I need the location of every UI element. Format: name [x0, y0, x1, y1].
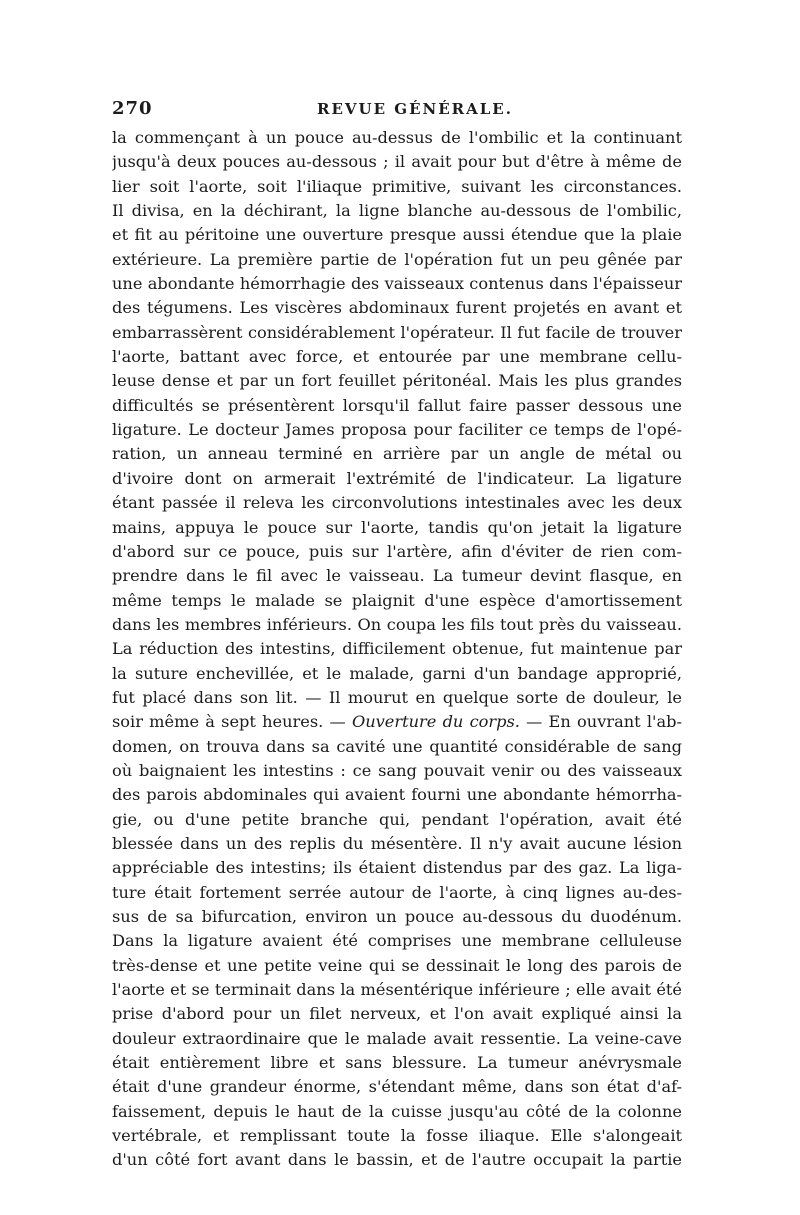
- text-line: étant passée il releva les circonvolutions intestinales avec les deux: [112, 493, 682, 513]
- text-line: prendre dans le fil avec le vaisseau. La tumeur devint flasque, en: [112, 566, 682, 586]
- text-line: douleur extraordinaire que le malade avait ressentie. La veine-cave: [112, 1028, 682, 1048]
- text-line: soir même à sept heures. — Ouverture du corps. — En ouvrant l'ab-: [112, 712, 682, 732]
- text-line: et fit au péritoine une ouverture presque aussi étendue que la plaie: [112, 225, 682, 245]
- text-line: ration, un anneau terminé en arrière par un angle de métal ou: [112, 444, 682, 464]
- text-line: Il divisa, en la déchirant, la ligne blanche au-dessous de l'ombilic,: [112, 201, 682, 221]
- text-line: lier soit l'aorte, soit l'iliaque primitive, suivant les circonstances.: [112, 176, 682, 196]
- text-line: La réduction des intestins, difficilement obtenue, fut maintenue par: [112, 639, 682, 659]
- text-line: domen, on trouva dans sa cavité une quantité considérable de sang: [112, 736, 682, 756]
- text-line: leuse dense et par un fort feuillet péritonéal. Mais les plus grandes: [112, 371, 682, 391]
- text-line: où baignaient les intestins : ce sang pouvait venir ou des vaisseaux: [112, 760, 682, 780]
- text-line: fut placé dans son lit. — Il mourut en quelque sorte de douleur, le: [112, 687, 682, 707]
- running-title: REVUE GÉNÉRALE.: [317, 100, 513, 118]
- page-number: 270: [112, 98, 153, 119]
- text-line: était d'une grandeur énorme, s'étendant même, dans son état d'af-: [112, 1077, 682, 1097]
- text-line: ture était fortement serrée autour de l'aorte, à cinq lignes au-des-: [112, 882, 682, 902]
- text-line: des tégumens. Les viscères abdominaux furent projetés en avant et: [112, 298, 682, 318]
- text-line: gie, ou d'une petite branche qui, pendant l'opération, avait été: [112, 809, 682, 829]
- text-line: d'ivoire dont on armerait l'extrémité de l'indicateur. La ligature: [112, 468, 682, 488]
- text-line: mains, appuya le pouce sur l'aorte, tandis qu'on jetait la ligature: [112, 517, 682, 537]
- text-line: vertébrale, et remplissant toute la fosse iliaque. Elle s'alongeait: [112, 1126, 682, 1146]
- text-line: jusqu'à deux pouces au-dessous ; il avait pour but d'être à même de: [112, 152, 682, 172]
- text-line: faissement, depuis le haut de la cuisse jusqu'au côté de la colonne: [112, 1101, 682, 1121]
- text-line: embarrassèrent considérablement l'opérateur. Il fut facile de trouver: [112, 322, 682, 342]
- text-line: des parois abdominales qui avaient fourni une abondante hémorrha-: [112, 785, 682, 805]
- text-line: même temps le malade se plaignit d'une espèce d'amortissement: [112, 590, 682, 610]
- text-line: la suture enchevillée, et le malade, garni d'un bandage approprié,: [112, 663, 682, 683]
- text-line: ligature. Le docteur James proposa pour faciliter ce temps de l'opé-: [112, 420, 682, 440]
- text-line: une abondante hémorrhagie des vaisseaux contenus dans l'épaisseur: [112, 274, 682, 294]
- text-line: d'abord sur ce pouce, puis sur l'artère, afin d'éviter de rien com-: [112, 541, 682, 561]
- text-line: dans les membres inférieurs. On coupa les fils tout près du vaisseau.: [112, 614, 682, 634]
- text-line: d'un côté fort avant dans le bassin, et de l'autre occupait la partie: [112, 1150, 682, 1170]
- text-line: blessée dans un des replis du mésentère. Il n'y avait aucune lésion: [112, 833, 682, 853]
- text-line: Dans la ligature avaient été comprises une membrane celluleuse: [112, 931, 682, 951]
- text-line: l'aorte et se terminait dans la mésentérique inférieure ; elle avait été: [112, 980, 682, 1000]
- text-line: était entièrement libre et sans blessure. La tumeur anévrysmale: [112, 1053, 682, 1073]
- text-line: difficultés se présentèrent lorsqu'il fallut faire passer dessous une: [112, 395, 682, 415]
- running-head: [112, 98, 682, 126]
- text-line: très-dense et une petite veine qui se dessinait le long des parois de: [112, 955, 682, 975]
- text-line: appréciable des intestins; ils étaient distendus par des gaz. La liga-: [112, 858, 682, 878]
- text-line: sus de sa bifurcation, environ un pouce au-dessous du duodénum.: [112, 907, 682, 926]
- text-line: l'aorte, battant avec force, et entourée par une membrane cellu-: [112, 347, 682, 367]
- text-line: prise d'abord pour un filet nerveux, et l'on avait expliqué ainsi la: [112, 1004, 682, 1024]
- body-text: [112, 126, 682, 1173]
- text-line: la commençant à un pouce au-dessus de l'ombilic et la continuant: [112, 128, 682, 147]
- book-page: [112, 98, 682, 1173]
- text-line: extérieure. La première partie de l'opération fut un peu gênée par: [112, 249, 682, 269]
